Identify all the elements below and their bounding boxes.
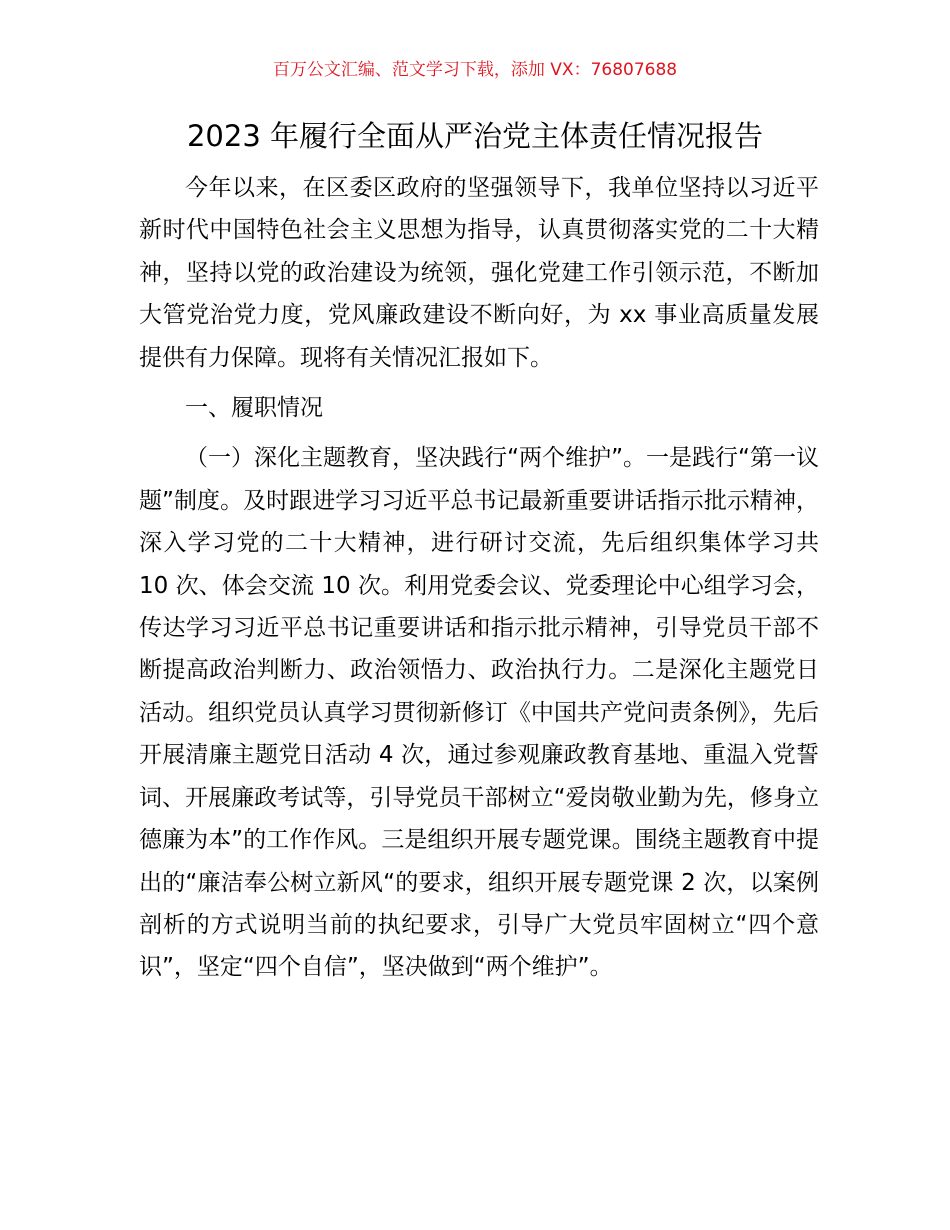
intro-paragraph: 今年以来，在区委区政府的坚强领导下，我单位坚持以习近平新时代中国特色社会主义思想为指导，认真贯彻落实党的二十大精神，坚持以党的政治建设为统领，强化党建工作引领示范，不断加大管党治党力度，党风廉政建设不断向好，为 xx 事业高质量发展提供有力保障。现将有关情况汇报如下。 bbox=[139, 175, 819, 371]
document-body bbox=[139, 167, 819, 989]
watermark-text: 百万公文汇编、范文学习下载，添加 VX：76807688 bbox=[272, 60, 678, 80]
section-paragraph: （一）深化主题教育，坚决践行“两个维护”。一是践行“第一议题”制度。及时跟进学习习近平总书记最新重要讲话指示批示精神，深入学习党的二十大精神，进行研讨交流，先后组织集体学习共 10 次、体会交流 10 次。利用党委会议、党委理论中心组学习会，传达学习习近平总书记重要讲话和指示批示精神，引导党员干部不断提高政治判断力、政治领悟力、政治执行力。二是深化主题党日活动。组织党员认真学习贯彻新修订《中国共产党问责条例》，先后开展清廉主题党日活动 4 次，通过参观廉政教育基地、重温入党誓词、开展廉政考试等，引导党员干部树立“爱岗敬业勤为先，修身立德廉为本”的工作作风。三是组织开展专题党课。围绕主题教育中提出的“廉洁奉公树立新风“的要求，组织开展专题党课 2 次，以案例剖析的方式说明当前的执纪要求，引导广大党员牢固树立“四个意识”，坚定“四个自信”，坚决做到“两个维护”。 bbox=[139, 445, 819, 981]
section-heading: 一、履职情况 bbox=[185, 395, 323, 422]
document-title: 2023 年履行全面从严治党主体责任情况报告 bbox=[186, 119, 764, 153]
